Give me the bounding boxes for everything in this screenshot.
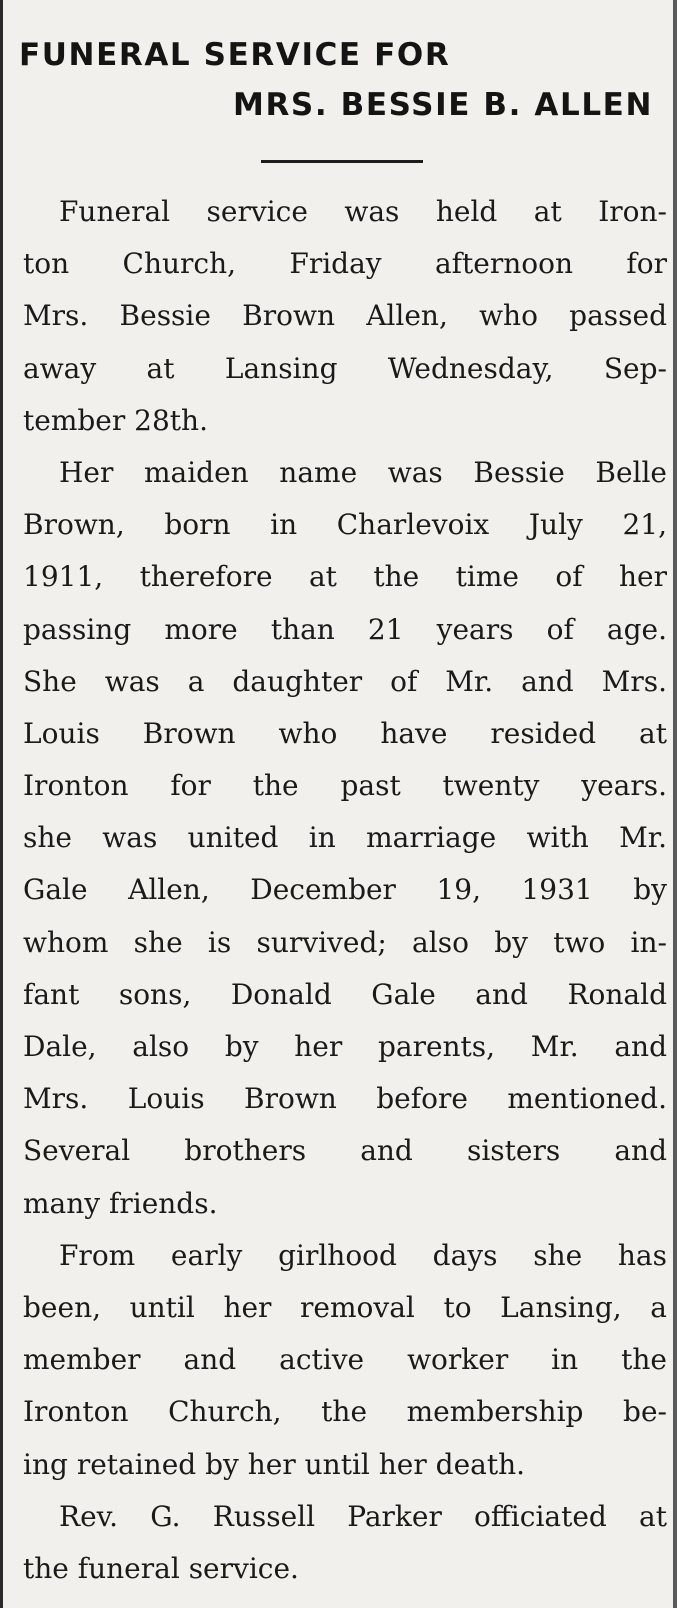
text-line: She was a daughter of Mr. and Mrs. [23, 664, 667, 698]
text-line: tember 28th. [23, 403, 208, 437]
text-line: From early girlhood days she has [59, 1238, 667, 1272]
text-line: away at Lansing Wednesday, Sep- [23, 351, 667, 385]
text-line: many friends. [23, 1186, 218, 1220]
text-line: Dale, also by her parents, Mr. and [23, 1030, 667, 1063]
headline-line-2: MRS. BESSIE B. ALLEN [233, 87, 653, 123]
text-line: Funeral service was held at Iron- [59, 195, 667, 228]
text-line: fant sons, Donald Gale and Ronald [23, 977, 667, 1011]
paragraph-1 [23, 186, 667, 447]
text-line: Her maiden name was Bessie Belle [59, 455, 667, 489]
text-line: 1911, therefore at the time of her [23, 560, 667, 594]
text-line: the funeral service. [23, 1551, 299, 1585]
text-line: Mrs. Louis Brown before mentioned. [23, 1082, 667, 1116]
text-line: Rev. G. Russell Parker officiated at [59, 1499, 667, 1533]
text-line: been, until her removal to Lansing, a [23, 1290, 667, 1324]
paragraph-2 [23, 447, 667, 1230]
text-line: member and active worker in the [23, 1343, 667, 1377]
article-body [23, 186, 667, 1595]
headline-divider [261, 160, 423, 163]
paragraph-3 [23, 1230, 667, 1491]
text-line: Gale Allen, December 19, 1931 by [23, 873, 667, 907]
text-line: whom she is survived; also by two in- [23, 925, 667, 959]
headline-line-1: FUNERAL SERVICE FOR [19, 37, 451, 73]
text-line: Brown, born in Charlevoix July 21, [23, 508, 667, 542]
text-line: Mrs. Bessie Brown Allen, who passed [23, 299, 667, 333]
text-line: she was united in marriage with Mr. [23, 821, 667, 855]
text-line: Several brothers and sisters and [23, 1134, 667, 1168]
text-line: ton Church, Friday afternoon for [23, 247, 667, 281]
text-line: passing more than 21 years of age. [23, 612, 667, 646]
text-line: Louis Brown who have resided at [23, 716, 667, 750]
paragraph-4 [23, 1491, 667, 1595]
text-line: Ironton Church, the membership be- [23, 1395, 667, 1429]
text-line: ing retained by her until her death. [23, 1447, 526, 1481]
text-line: Ironton for the past twenty years. [23, 769, 667, 803]
